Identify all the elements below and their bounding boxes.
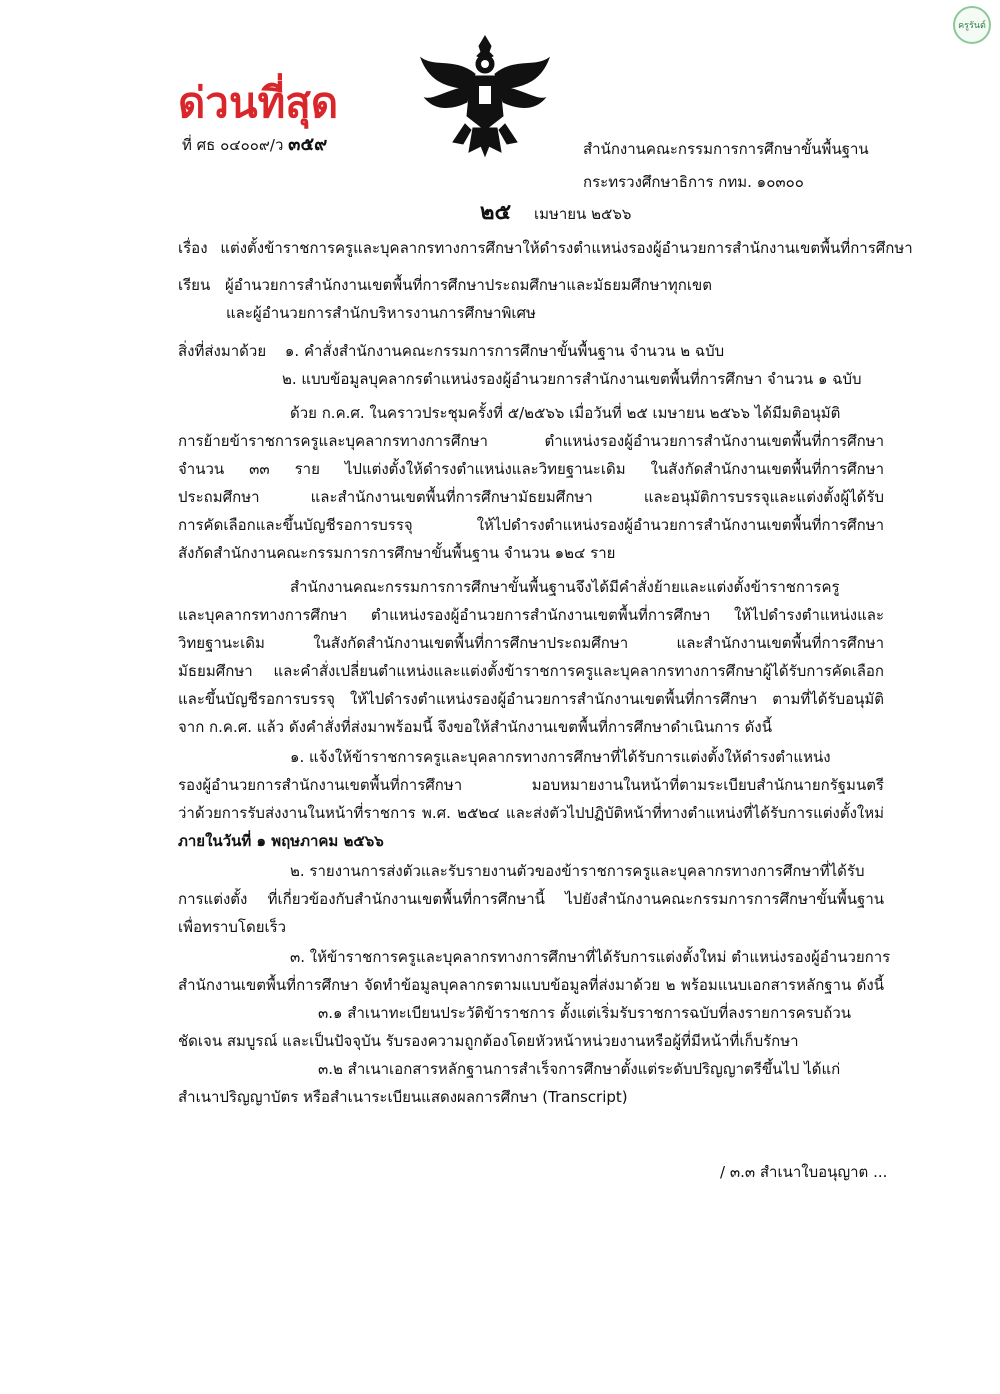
garuda-emblem-icon	[415, 28, 555, 163]
paragraph-1-line: ด้วย ก.ค.ศ. ในคราวประชุมครั้งที่ ๕/๒๕๖๖ เมื่อวันที่ ๒๕ เมษายน ๒๕๖๖ ได้มีมติอนุมัติ	[290, 404, 841, 422]
item-1-line: รองผู้อำนวยการสำนักงานเขตพื้นที่การศึกษา มอบหมายงานในหน้าที่ตามระเบียบสำนักนายกรัฐมนตรี	[178, 776, 884, 794]
paragraph-2-line: วิทยฐานะเดิม ในสังกัดสำนักงานเขตพื้นที่การศึกษาประถมศึกษา และสำนักงานเขตพื้นที่การศึกษา	[178, 634, 884, 652]
enclosures-line	[178, 341, 724, 361]
recipient-line	[178, 275, 712, 295]
paragraph-2-line: มัธยมศึกษา และคำสั่งเปลี่ยนตำแหน่งและแต่งตั้งข้าราชการครูและบุคลากรทางการศึกษาผู้ได้รับการคัดเลือก	[178, 662, 884, 680]
subject-label: เรื่อง	[178, 239, 208, 257]
reference-number	[182, 135, 327, 155]
paragraph-2-line: สำนักงานคณะกรรมการการศึกษาขั้นพื้นฐานจึงได้มีคำสั่งย้ายและแต่งตั้งข้าราชการครู	[290, 578, 840, 596]
item-3-2-line: ๓.๒ สำเนาเอกสารหลักฐานการสำเร็จการศึกษาตั้งแต่ระดับปริญญาตรีขึ้นไป ได้แก่	[318, 1060, 841, 1078]
reference-prefix: ที่ ศธ ๐๔๐๐๙/ว	[182, 136, 284, 154]
item-1-line: ว่าด้วยการรับส่งงานในหน้าที่ราชการ พ.ศ. ๒๕๒๔ และส่งตัวไปปฏิบัติหน้าที่ทางตำแหน่งที่ได้รับการแต่งตั้งใหม่	[178, 804, 884, 822]
item-2-line: เพื่อทราบโดยเร็ว	[178, 918, 287, 936]
paragraph-1-line: จำนวน ๓๓ ราย ไปแต่งตั้งให้ดำรงตำแหน่งและวิทยฐานะเดิม ในสังกัดสำนักงานเขตพื้นที่การศึกษา	[178, 460, 884, 478]
paragraph-1-line: การย้ายข้าราชการครูและบุคลากรทางการศึกษา ตำแหน่งรองผู้อำนวยการสำนักงานเขตพื้นที่การศึกษา	[178, 432, 884, 450]
item-3-1-line: ชัดเจน สมบูรณ์ และเป็นปัจจุบัน รับรองความถูกต้องโดยหัวหน้าหน่วยงานหรือผู้ที่มีหน้าที่เก็บรักษา	[178, 1032, 799, 1050]
agency-name: สำนักงานคณะกรรมการการศึกษาขั้นพื้นฐาน	[583, 140, 869, 158]
watermark-badge	[953, 6, 991, 44]
paragraph-2-line: จาก ก.ค.ศ. แล้ว ดังคำสั่งที่ส่งมาพร้อมนี้ จึงขอให้สำนักงานเขตพื้นที่การศึกษาดำเนินการ ดังนี้	[178, 718, 772, 736]
item-1-deadline: ภายในวันที่ ๑ พฤษภาคม ๒๕๖๖	[178, 832, 384, 850]
item-1-line: ๑. แจ้งให้ข้าราชการครูและบุคลากรทางการศึกษาที่ได้รับการแต่งตั้งให้ดำรงตำแหน่ง	[290, 748, 831, 766]
item-3-1-line: ๓.๑ สำเนาทะเบียนประวัติข้าราชการ ตั้งแต่เริ่มรับราชการฉบับที่ลงรายการครบถ้วน	[318, 1004, 852, 1022]
subject-line	[178, 238, 913, 258]
document-date	[480, 200, 632, 225]
item-2-line: ๒. รายงานการส่งตัวและรับรายงานตัวของข้าราชการครูและบุคลากรทางการศึกษาที่ได้รับ	[290, 862, 865, 880]
item-2-line: การแต่งตั้ง ที่เกี่ยวข้องกับสำนักงานเขตพื้นที่การศึกษานี้ ไปยังสำนักงานคณะกรรมการการศึกษาขั้นพื้นฐาน	[178, 890, 884, 908]
subject-text: แต่งตั้งข้าราชการครูและบุคลากรทางการศึกษาให้ดำรงตำแหน่งรองผู้อำนวยการสำนักงานเขตพื้นที่การศึกษา	[220, 239, 913, 257]
recipient-text-2: และผู้อำนวยการสำนักบริหารงานการศึกษาพิเศษ	[226, 304, 536, 322]
enclosure-item-2: ๒. แบบข้อมูลบุคลากรตำแหน่งรองผู้อำนวยการสำนักงานเขตพื้นที่การศึกษา จำนวน ๑ ฉบับ	[282, 370, 862, 388]
reference-handwritten-number: ๓๕๙	[288, 134, 328, 155]
paragraph-1-line: ประถมศึกษา และสำนักงานเขตพื้นที่การศึกษามัธยมศึกษา และอนุมัติการบรรจุและแต่งตั้งผู้ได้รับ	[178, 488, 884, 506]
paragraph-2-line: และบุคลากรทางการศึกษา ตำแหน่งรองผู้อำนวยการสำนักงานเขตพื้นที่การศึกษา ให้ไปดำรงตำแหน่งและ	[178, 606, 884, 624]
item-3-2-line: สำเนาปริญญาบัตร หรือสำเนาระเบียนแสดงผลการศึกษา (Transcript)	[178, 1088, 628, 1106]
enclosures-label: สิ่งที่ส่งมาด้วย	[178, 342, 267, 360]
urgency-stamp: ด่วนที่สุด	[178, 78, 339, 127]
paragraph-1-line: สังกัดสำนักงานคณะกรรมการการศึกษาขั้นพื้นฐาน จำนวน ๑๒๔ ราย	[178, 544, 616, 562]
item-3-line: สำนักงานเขตพื้นที่การศึกษา จัดทำข้อมูลบุคลากรตามแบบข้อมูลที่ส่งมาด้วย ๒ พร้อมแนบเอกสารหลักฐาน ดังนี้	[178, 976, 884, 994]
item-3-line: ๓. ให้ข้าราชการครูและบุคลากรทางการศึกษาที่ได้รับการแต่งตั้งใหม่ ตำแหน่งรองผู้อำนวยการ	[290, 948, 891, 966]
recipient-label: เรียน	[178, 276, 211, 294]
paragraph-2-line: และขึ้นบัญชีรอการบรรจุ ให้ไปดำรงตำแหน่งรองผู้อำนวยการสำนักงานเขตพื้นที่การศึกษา ตามที่ได้รับอนุมัติ	[178, 690, 884, 708]
recipient-text-1: ผู้อำนวยการสำนักงานเขตพื้นที่การศึกษาประถมศึกษาและมัธยมศึกษาทุกเขต	[225, 276, 712, 294]
paragraph-1-line: การคัดเลือกและขึ้นบัญชีรอการบรรจุ ให้ไปดำรงตำแหน่งรองผู้อำนวยการสำนักงานเขตพื้นที่การศึกษา	[178, 516, 884, 534]
continuation-marker: / ๓.๓ สำเนาใบอนุญาต ...	[720, 1163, 888, 1181]
date-month-year: เมษายน ๒๕๖๖	[533, 205, 632, 223]
enclosure-item-1: ๑. คำสั่งสำนักงานคณะกรรมการการศึกษาขั้นพื้นฐาน จำนวน ๒ ฉบับ	[284, 342, 725, 360]
agency-address: กระทรวงศึกษาธิการ กทม. ๑๐๓๐๐	[583, 173, 804, 191]
watermark-text: ครูรันต์	[958, 21, 986, 31]
date-day: ๒๕	[480, 200, 512, 225]
